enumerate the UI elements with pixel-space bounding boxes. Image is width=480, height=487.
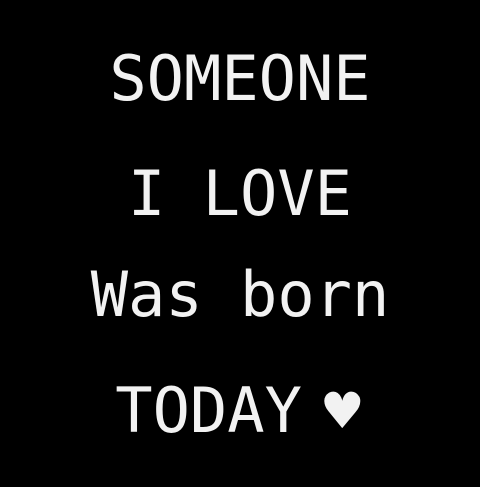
today-text: TODAY bbox=[115, 374, 302, 447]
line-i-love: I LOVE bbox=[128, 157, 352, 230]
line-someone: SOMEONE bbox=[109, 42, 371, 115]
line-was-born: Was born bbox=[90, 258, 390, 331]
heart-icon: ♥ bbox=[319, 382, 365, 440]
line-today bbox=[0, 374, 480, 447]
